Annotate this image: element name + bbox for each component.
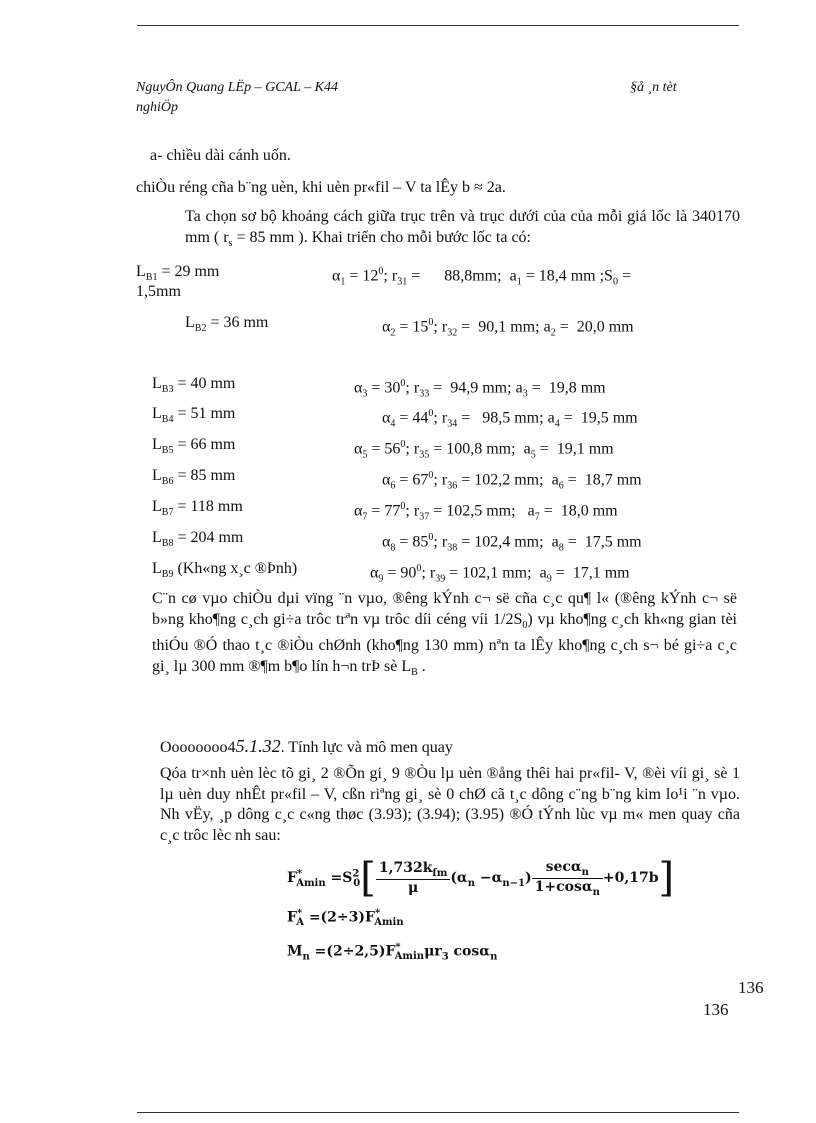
equation-2: $F^*_A =(2\div 3)F^*_{Amin}$ (287, 908, 404, 929)
row-9: $L_{B9}$ (Kh«ng x¸c ®Þnh) (152, 560, 298, 581)
row-2: $L_{B2} = 36$ mm (185, 314, 269, 335)
row-5-vals: $\alpha_5 = 56^0$; $r_{35} = 100,8$ mm; $a_5 = 19,1$ mm (354, 439, 614, 461)
line-b: chiÒu réng cña b¨ng uèn, khi uèn pr«fil – V ta lÊy b ≈ 2a. (136, 179, 506, 196)
row-6: $L_{B6} = 85$ mm (152, 467, 236, 488)
row-4-vals: $\alpha_4 = 44^0$; $r_{34} = 98,5$ mm; $a_4 = 19,5$ mm (382, 408, 638, 430)
row-9-vals: $\alpha_9 = 90^0$; $r_{39} = 102,1$ mm; $a_9 = 17,1$ mm (370, 563, 630, 585)
page-number-bottom: 136 (703, 1000, 729, 1019)
paragraph-3: Qóa tr×nh uèn lèc tõ gi¸ 2 ®Õn gi¸ 9 ®Òu lµ uèn ®ång thêi hai pr«fil- V, ®èi víi gi¸ sè 1 lµ uèn duy nhÊt pr«fil – V, cßn riªng gi¸ sè 0 chØ cã t¸c dông c¨ng b¨ng kim lo¹i ¨n vµo. Nh vËy, ¸p dông c¸c c«ng thøc (3.93); (3.94); (3.95) ®Ó tÝnh lùc vµ m« men quay cña c¸c trôc lèc nh sau: (160, 765, 740, 844)
paragraph-2: C¨n cø vµo chiÒu dµi vïng ¨n vµo, ®êng kÝnh c¬ së cña c¸c qu¶ l« (®êng kÝnh c¬ së b»ng kho¶ng c¸ch gi÷a trôc trªn vµ trôc díi céng víi $1/2S_0$) vµ kho¶ng c¸ch kh«ng gian tèi thiÓu ®Ó thao t¸c ®iÒu chØnh (kho¶ng 130 mm) nªn ta lÊy kho¶ng c¸ch s¬ bé gi÷a c¸c gi¸ lµ 300 mm ®¶m b¶o lín h¬n trÞ sè $L_B$ . (152, 590, 738, 678)
row-7: $L_{B7} = 118$ mm (152, 498, 243, 519)
top-rule (137, 25, 739, 26)
row-7-vals: $\alpha_7 = 77^0$; $r_{37} = 102,5$ mm; $a_7 = 18,0$ mm (354, 501, 618, 523)
header-author: NguyÔn Quang LËp – GCAL – K44 (136, 80, 338, 95)
intro-paragraph: Ta chọn sơ bộ khoảng cách giữa trục trên và trục dưới của của mỗi giá lốc là 340170 mm ( $r_s = 85$ mm ). Khai triển cho mỗi bước lốc ta có: (185, 208, 740, 249)
row-4: $L_{B4} = 51$ mm (152, 405, 236, 426)
equation-3: $M_n =(2\div 2,5)F^*_{Amin}\mu r_3$ cosα$_n$ (287, 942, 498, 963)
line-a: a- chiều dài cánh uốn. (150, 147, 291, 164)
row-6-vals: $\alpha_6 = 67^0$; $r_{36} = 102,2$ mm; $a_6 = 18,7$ mm (382, 470, 642, 492)
row-8-vals: $\alpha_8 = 85^0$; $r_{38} = 102,4$ mm; $a_8 = 17,5$ mm (382, 532, 642, 554)
header-title: §å ¸n tèt (630, 80, 677, 95)
equation-1: $F^*_{Amin} =S^2_0$[ $\frac{1,732k_{fm}}{\mu}$ $(\alpha_n -\alpha_{n-1})$ $\frac{\sec\alpha_n}{1+\cos\alpha_n}$ +0,17b] (287, 855, 675, 901)
row-8: $L_{B8} = 204$ mm (152, 529, 244, 550)
section-heading: Oooooooo45.1.32. Tính lực và mô men quay (160, 736, 453, 756)
page-number-top: 136 (738, 978, 764, 997)
row-2-vals: $\alpha_2 = 15^0$; $r_{32} = 90,1$ mm; $a_2 = 20,0$ mm (382, 317, 634, 339)
bottom-rule (137, 1112, 739, 1113)
row-3: $L_{B3} = 40$ mm (152, 375, 236, 396)
row-3-vals: $\alpha_3 = 30^0$; $r_{33} = 94,9$ mm; $a_3 = 19,8$ mm (354, 378, 606, 400)
row-1-L: $L_{B1} = 29$ mm (136, 263, 220, 284)
row-5: $L_{B5} = 66$ mm (152, 436, 236, 457)
row-1-vals: $\alpha_1 = 12^0$; $r_{31}$ = 88,8mm; $a_1 = 18,4$ mm $;S_0$ = (332, 266, 631, 288)
row-1-extra: 1,5mm (136, 283, 181, 300)
header-author-cont: nghiÖp (136, 100, 178, 115)
